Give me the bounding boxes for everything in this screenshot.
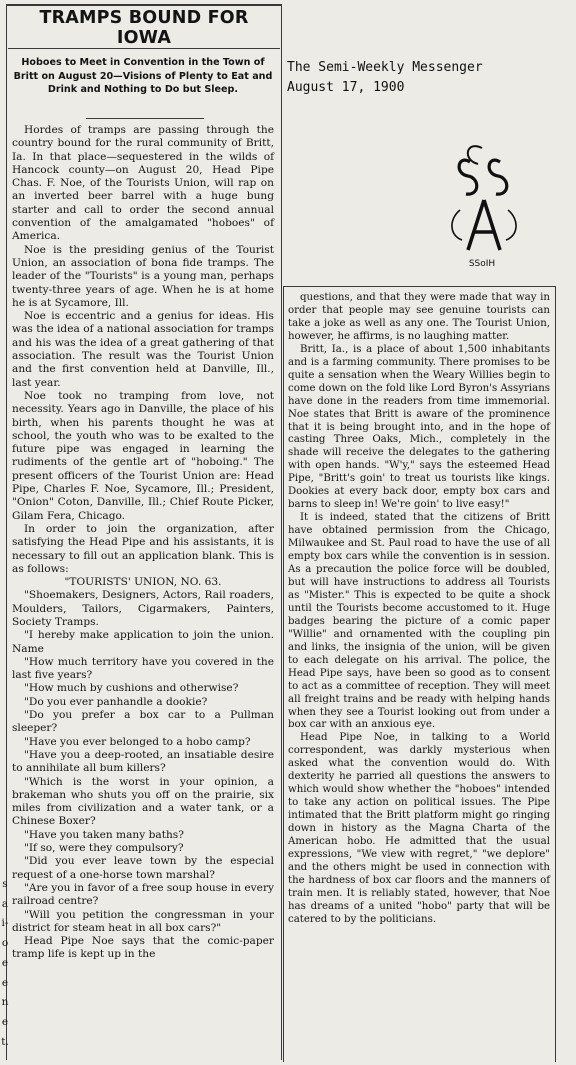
edge-fragment: e	[1, 1015, 9, 1028]
article-paragraph: Britt, Ia., is a place of about 1,500 inhabitants and is a farming community. There promises to be quite a sensation when the Weary Willies begin to come down on the fold like Lord Byron's Assyrians have done in the readers from time immemorial. Noe states that Britt is aware of the prominence that it is being brought into, and in the hope of casting Three Oaks, Mich., completely in the shade will receive the delegates to the gathering with open hands. "W'y," says the esteemed Head Pipe, "Britt's goin' to treat us tourists like kings. Dookies at every back door, empty box cars and barns to sleep in! We're goin' to live easy!"	[288, 343, 550, 511]
edge-fragment: o	[1, 937, 9, 950]
paper-name: The Semi-Weekly Messenger	[287, 60, 483, 75]
article-paragraph: "TOURISTS' UNION, NO. 63.	[64, 576, 222, 589]
deck-rule	[86, 118, 204, 119]
article-paragraph: In order to join the organization, after satisfying the Head Pipe and his assistants, it is necessary to fill out an application blank. This is as follows:	[12, 522, 274, 575]
article-paragraph: "Do you ever panhandle a dookie?	[24, 695, 208, 708]
adjacent-column-fragments	[0, 875, 10, 1052]
edge-fragment: i-	[1, 917, 9, 930]
article-paragraph: Noe is eccentric and a genius for ideas. His was the idea of a national association for tramps and his was the idea of a great gathering of that association. The result was the Tourist Union and the first convention held at Danville, Ill., last year.	[12, 310, 274, 389]
article-paragraph: "If so, were they compulsory?	[24, 842, 184, 855]
article-paragraph: "Will you petition the congressman in your district for steam heat in all box cars?"	[12, 908, 274, 934]
subheadline-deck: Hoboes to Meet in Convention in the Town of Britt on August 20—Visions of Plenty to Eat and Drink and Nothing to Do but Sleep.	[13, 57, 273, 96]
edge-fragment: n	[1, 996, 9, 1009]
article-paragraph: Head Pipe Noe, in talking to a World correspondent, was darkly mysterious when asked what the convention would do. With dexterity he parried all questions the answers to which would show whether the "hoboes" intended to take any action on political issues. The Pipe intimated that the Britt platform might go ringing down in history as the Magna Charta of the American hobo. He admitted that the usual expressions, "We view with regret," "we deplore" and the others might be used in connection with the hardness of box car floors and the manners of train men. It is reliably stated, however, that Noe has dreams of a united "hobo" party that will be catered to by the politicians.	[288, 732, 550, 925]
article-paragraph: questions, and that they were made that way in order that people may see genuine tourists can take a joke as well as any one. The Tourist Union, however, he affirms, is no laughing matter.	[288, 292, 550, 342]
edge-fragment: a	[1, 897, 9, 910]
article-paragraph: "Shoemakers, Designers, Actors, Rail roaders, Moulders, Tailors, Cigarmakers, Painters, Society Tramps.	[12, 589, 274, 628]
article-paragraph: "Have you ever belonged to a hobo camp?	[24, 735, 251, 748]
left-column-text	[12, 124, 274, 962]
article-paragraph: Noe is the presiding genius of the Tourist Union, an association of bona fide tramps. The leader of the "Tourists" is a young man, perhaps twenty-three years of age. When he is at home he is at Sycamore, Ill.	[12, 243, 274, 309]
article-paragraph: "Are you in favor of a free soup house in every railroad centre?	[12, 881, 274, 908]
column-divider-left	[281, 4, 282, 1060]
article-paragraph: "How much territory have you covered in the last five years?	[12, 655, 274, 682]
article-paragraph: "I hereby make application to join the union. Name	[12, 629, 274, 655]
headline: TRAMPS BOUND FOR IOWA	[39, 8, 249, 48]
article-paragraph: Head Pipe Noe says that the comic-paper tramp life is kept up in the	[12, 935, 274, 961]
logo-text: SSoIH	[468, 259, 496, 269]
edge-fragment: t.	[1, 1035, 9, 1048]
masthead-stamp	[287, 58, 483, 98]
article-paragraph: "Have you a deep-rooted, an insatiable desire to annihilate all bum killers?	[12, 748, 274, 775]
article-paragraph: Hordes of tramps are passing through the country bound for the rural community of Britt, Ia. In that place—sequestered in the wilds of Hancock county—on August 20, Head Pipe Chas. F. Noe, of the Tourists Union, will rap on an inverted beer barrel with a huge bung starter and call to order the second annual convention of the amalgamated "hoboes" of America.	[12, 124, 274, 243]
top-rule	[6, 4, 281, 6]
article-paragraph: "How much by cushions and otherwise?	[24, 682, 239, 695]
article-paragraph: "Did you ever leave town by the especial request of a one-horse town marshal?	[12, 855, 274, 881]
article-paragraph: It is indeed, stated that the citizens of Britt have obtained permission from the Chicago, Milwaukee and St. Paul road to have the use of all empty box cars while the convention is in session. As a precaution the police force will be doubled, but will have instructions to address all Tourists as "Mister." This is expected to be quite a shock until the Tourists become accustomed to it. Huge badges bearing the picture of a comic paper "Willie" and ornamented with the coupling pin and links, the insignia of the union, will be given to each delegate on his arrival. The police, the Head Pipe says, have been so good as to consent to act as a committee of reception. They will meet all freight trains and be ready with helping hands when they see a Tourist looking out from under a box car with an anxious eye.	[288, 512, 550, 731]
headline-rule	[8, 48, 280, 49]
article-paragraph: Noe took no tramping from love, not necessity. Years ago in Danville, the place of his birth, when his parents thought he was at school, the youth who was to be exalted to the future pipe was engaged in learning the rudiments of the gentle art of "hoboing." The present officers of the Tourist Union are: Head Pipe, Charles F. Noe, Sycamore, Ill.; President, "Onion" Coton, Danville, Ill.; Chief Route Picker, Gilam Fera, Chicago.	[12, 389, 274, 522]
edge-fragment: e	[1, 956, 9, 969]
right-edge-rule	[555, 286, 556, 1062]
paper-date: August 17, 1900	[287, 80, 405, 95]
article-paragraph: "Have you taken many baths?	[24, 828, 184, 841]
edge-fragment: s	[2, 878, 8, 890]
right-column-top-rule	[283, 286, 555, 287]
society-monogram-icon	[440, 140, 524, 280]
right-column-text	[288, 292, 550, 927]
edge-fragment: e	[1, 976, 9, 989]
column-divider-right	[283, 286, 284, 1062]
article-paragraph: "Do you prefer a box car to a Pullman sleeper?	[12, 709, 274, 735]
article-paragraph: "Which is the worst in your opinion, a brakeman who shuts you off on the prairie, six miles from civilization and a water tank, or a Chinese Boxer?	[12, 775, 274, 828]
